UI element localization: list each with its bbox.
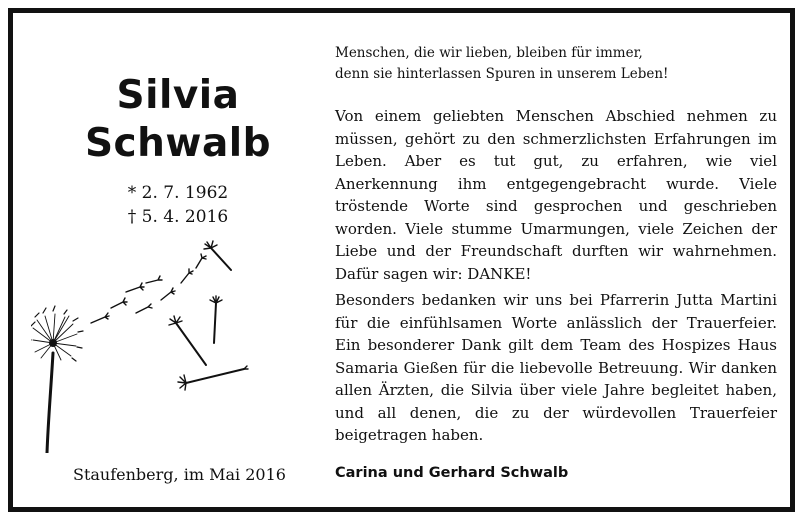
quote [335, 43, 777, 85]
birth-date: * 2. 7. 1962 [127, 183, 229, 203]
quote-line: denn sie hinterlassen Spuren in unserem Leben! [335, 66, 669, 82]
deceased-first-name: Silvia [116, 73, 240, 118]
death-date: † 5. 4. 2016 [127, 207, 229, 227]
signature: Carina und Gerhard Schwalb [335, 465, 569, 481]
obituary-card [8, 8, 795, 512]
deceased-last-name: Schwalb [84, 121, 272, 166]
quote-line: Menschen, die wir lieben, bleiben für immer, [335, 45, 643, 61]
thanks-paragraph: Von einem geliebten Menschen Abschied nehmen zu müssen, gehört zu den schmerzlichsten Erfahrungen im Leben. Aber es tut gut, zu erfahren, wie viel Anerkennung ihm entgegengebracht wurde. Viele tröstende Worte sind gesprochen und geschrieben worden. Viele stumme Umarmungen, viele Zeichen der Liebe und der Freundschaft durften wir wahrnehmen. Dafür sagen wir: DANKE! [335, 107, 777, 283]
special-thanks-paragraph: Besonders bedanken wir uns bei Pfarrerin Jutta Martini für die einfühlsamen Worte anlässlich der Trauerfeier. Ein besonderer Dank gilt dem Team des Hospizes Haus Samaria Gießen für die liebevolle Betreuung. Wir danken allen Ärzten, die Silvia über viele Jahre begleitet haben, und all denen, die zu der würdevollen Trauerfeier beigetragen haben. [335, 291, 777, 444]
place-and-date: Staufenberg, im Mai 2016 [73, 465, 286, 484]
dandelion-icon [31, 228, 271, 453]
